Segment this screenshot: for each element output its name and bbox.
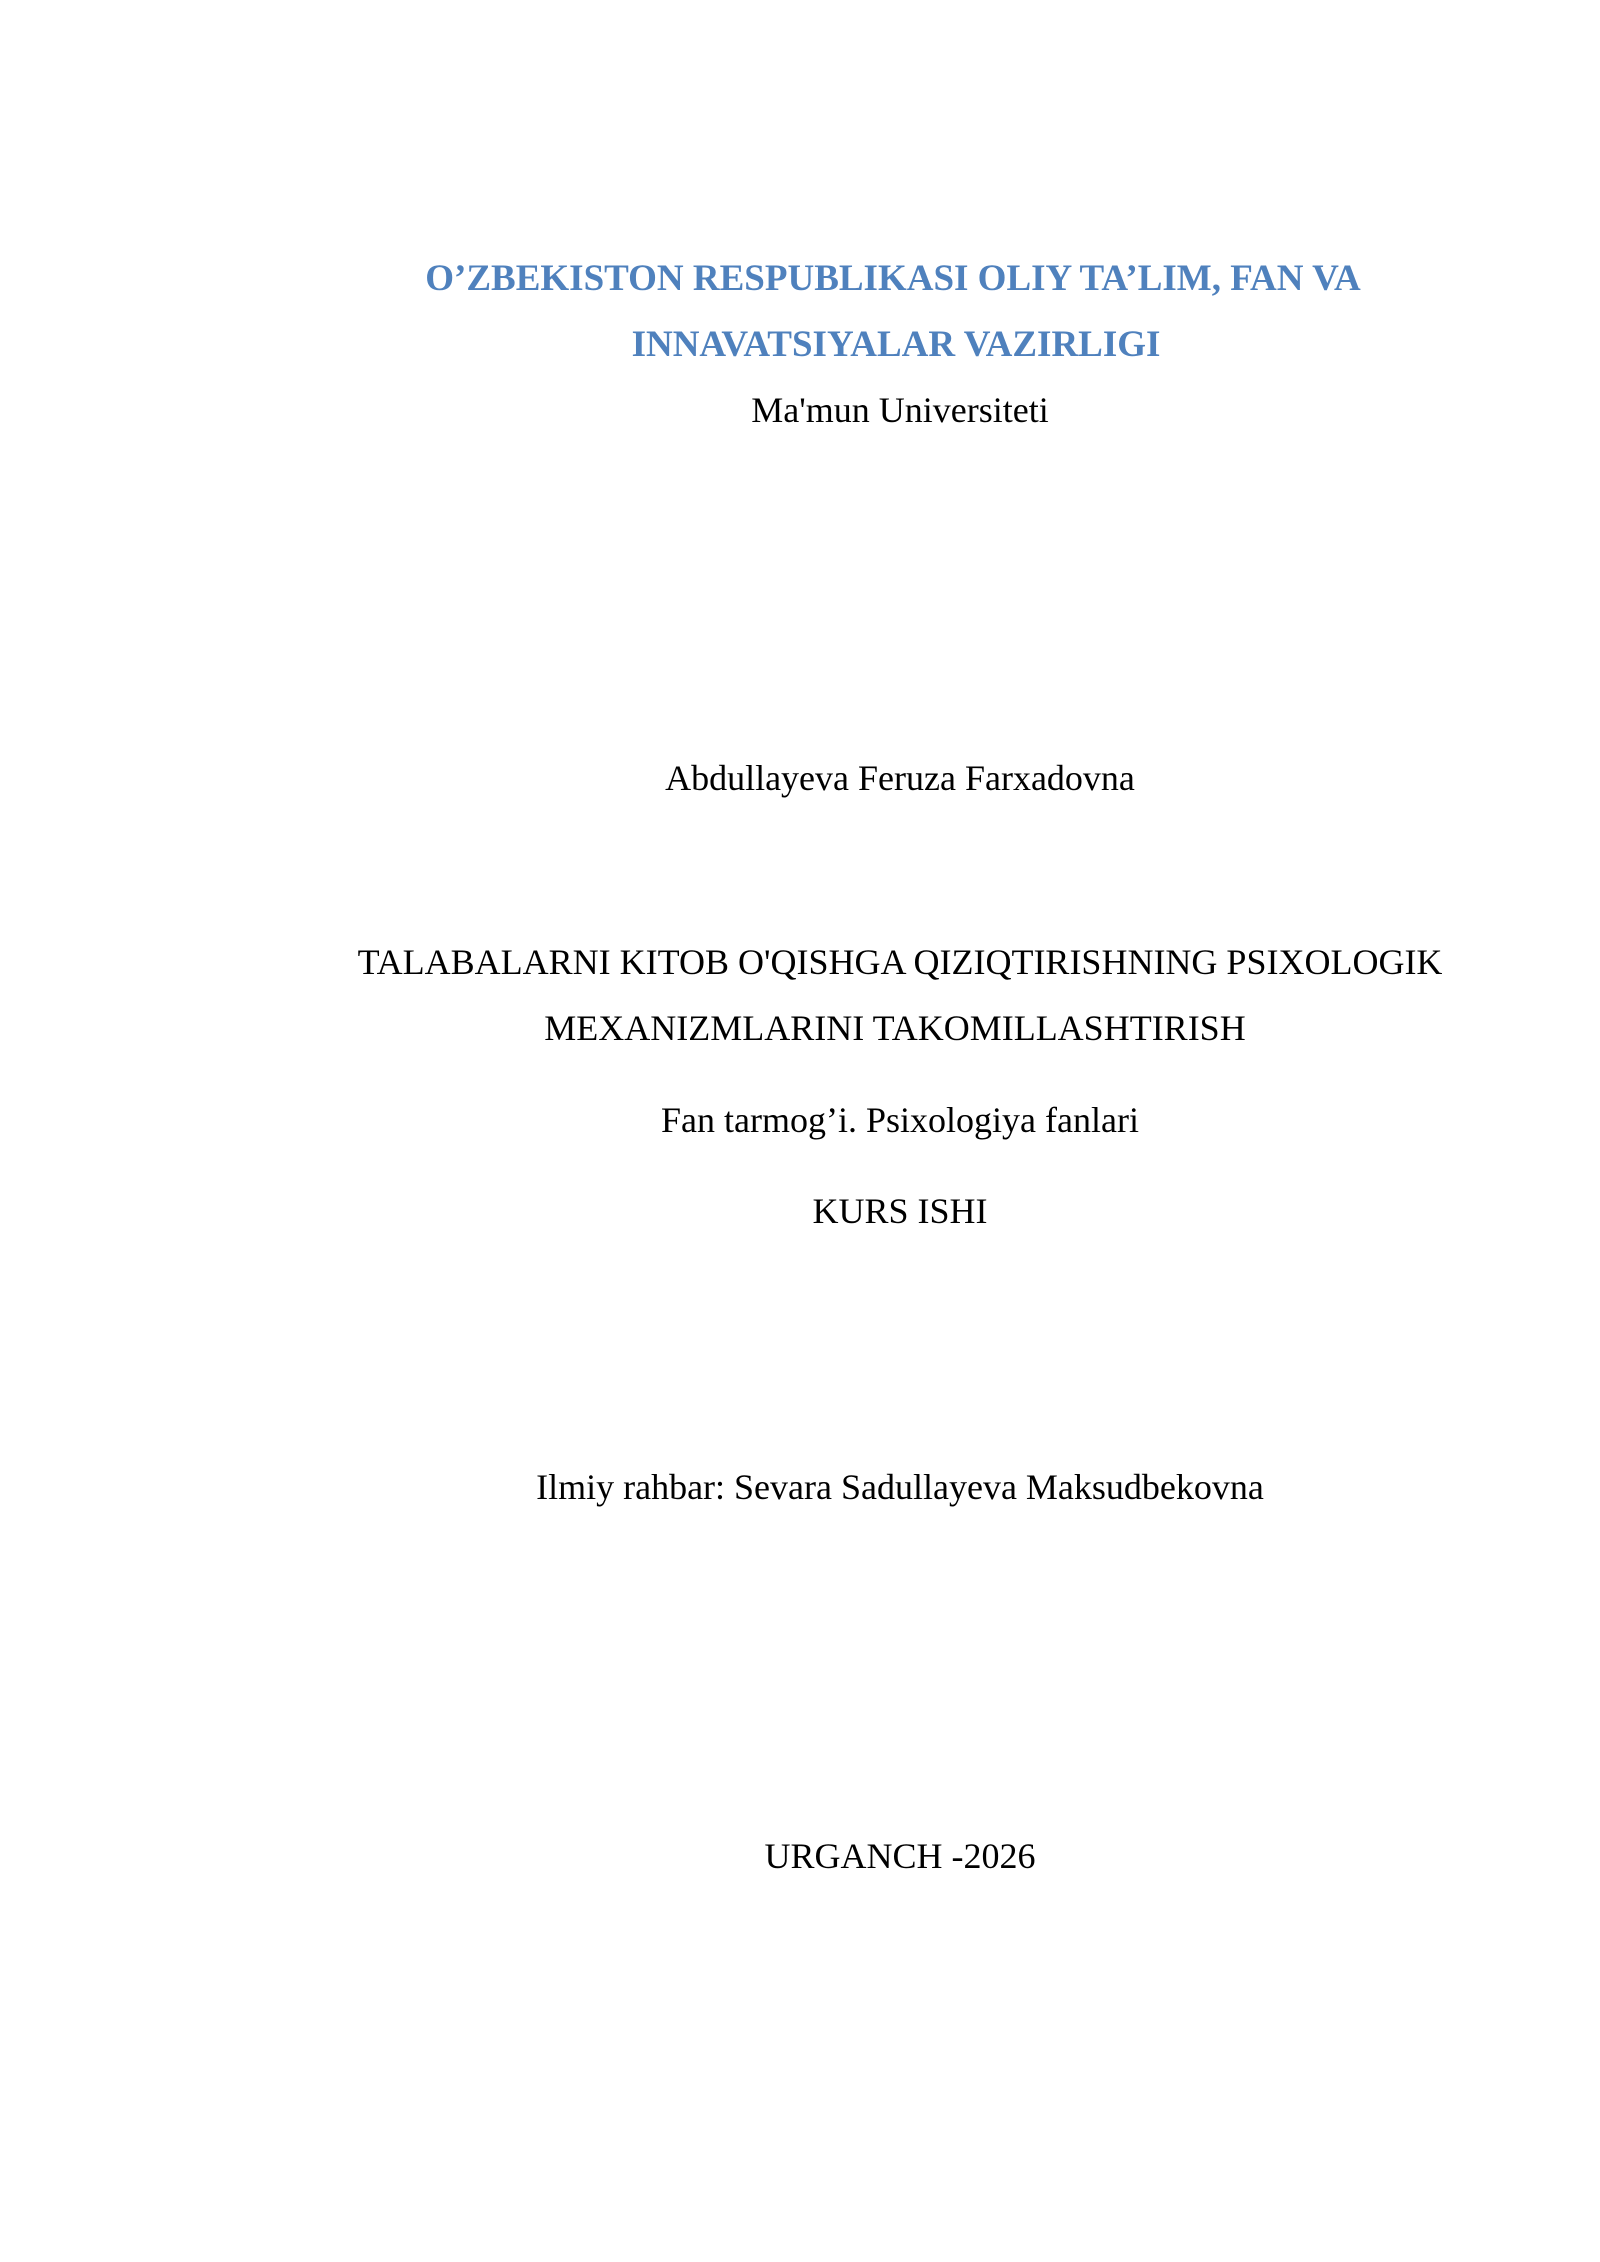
- city-and-year: URGANCH -2026: [764, 1836, 1036, 1876]
- ministry-heading-line-1: O’ZBEKISTON RESPUBLIKASI OLIY TA’LIM, FAN VA: [425, 258, 1361, 299]
- university-name: Ma'mun Universiteti: [751, 390, 1049, 430]
- thesis-title-line-2: MEXANIZMLARINI TAKOMILLASHTIRISH: [544, 1008, 1246, 1048]
- author-name: Abdullayeva Feruza Farxadovna: [665, 758, 1135, 798]
- scientific-supervisor: Ilmiy rahbar: Sevara Sadullayeva Maksudbekovna: [536, 1467, 1264, 1507]
- field-of-science: Fan tarmog’i. Psixologiya fanlari: [661, 1100, 1139, 1140]
- ministry-heading-line-2: INNAVATSIYALAR VAZIRLIGI: [631, 324, 1161, 365]
- work-type: KURS ISHI: [812, 1191, 988, 1231]
- thesis-title-line-1: TALABALARNI KITOB O'QISHGA QIZIQTIRISHNING PSIXOLOGIK: [357, 942, 1443, 982]
